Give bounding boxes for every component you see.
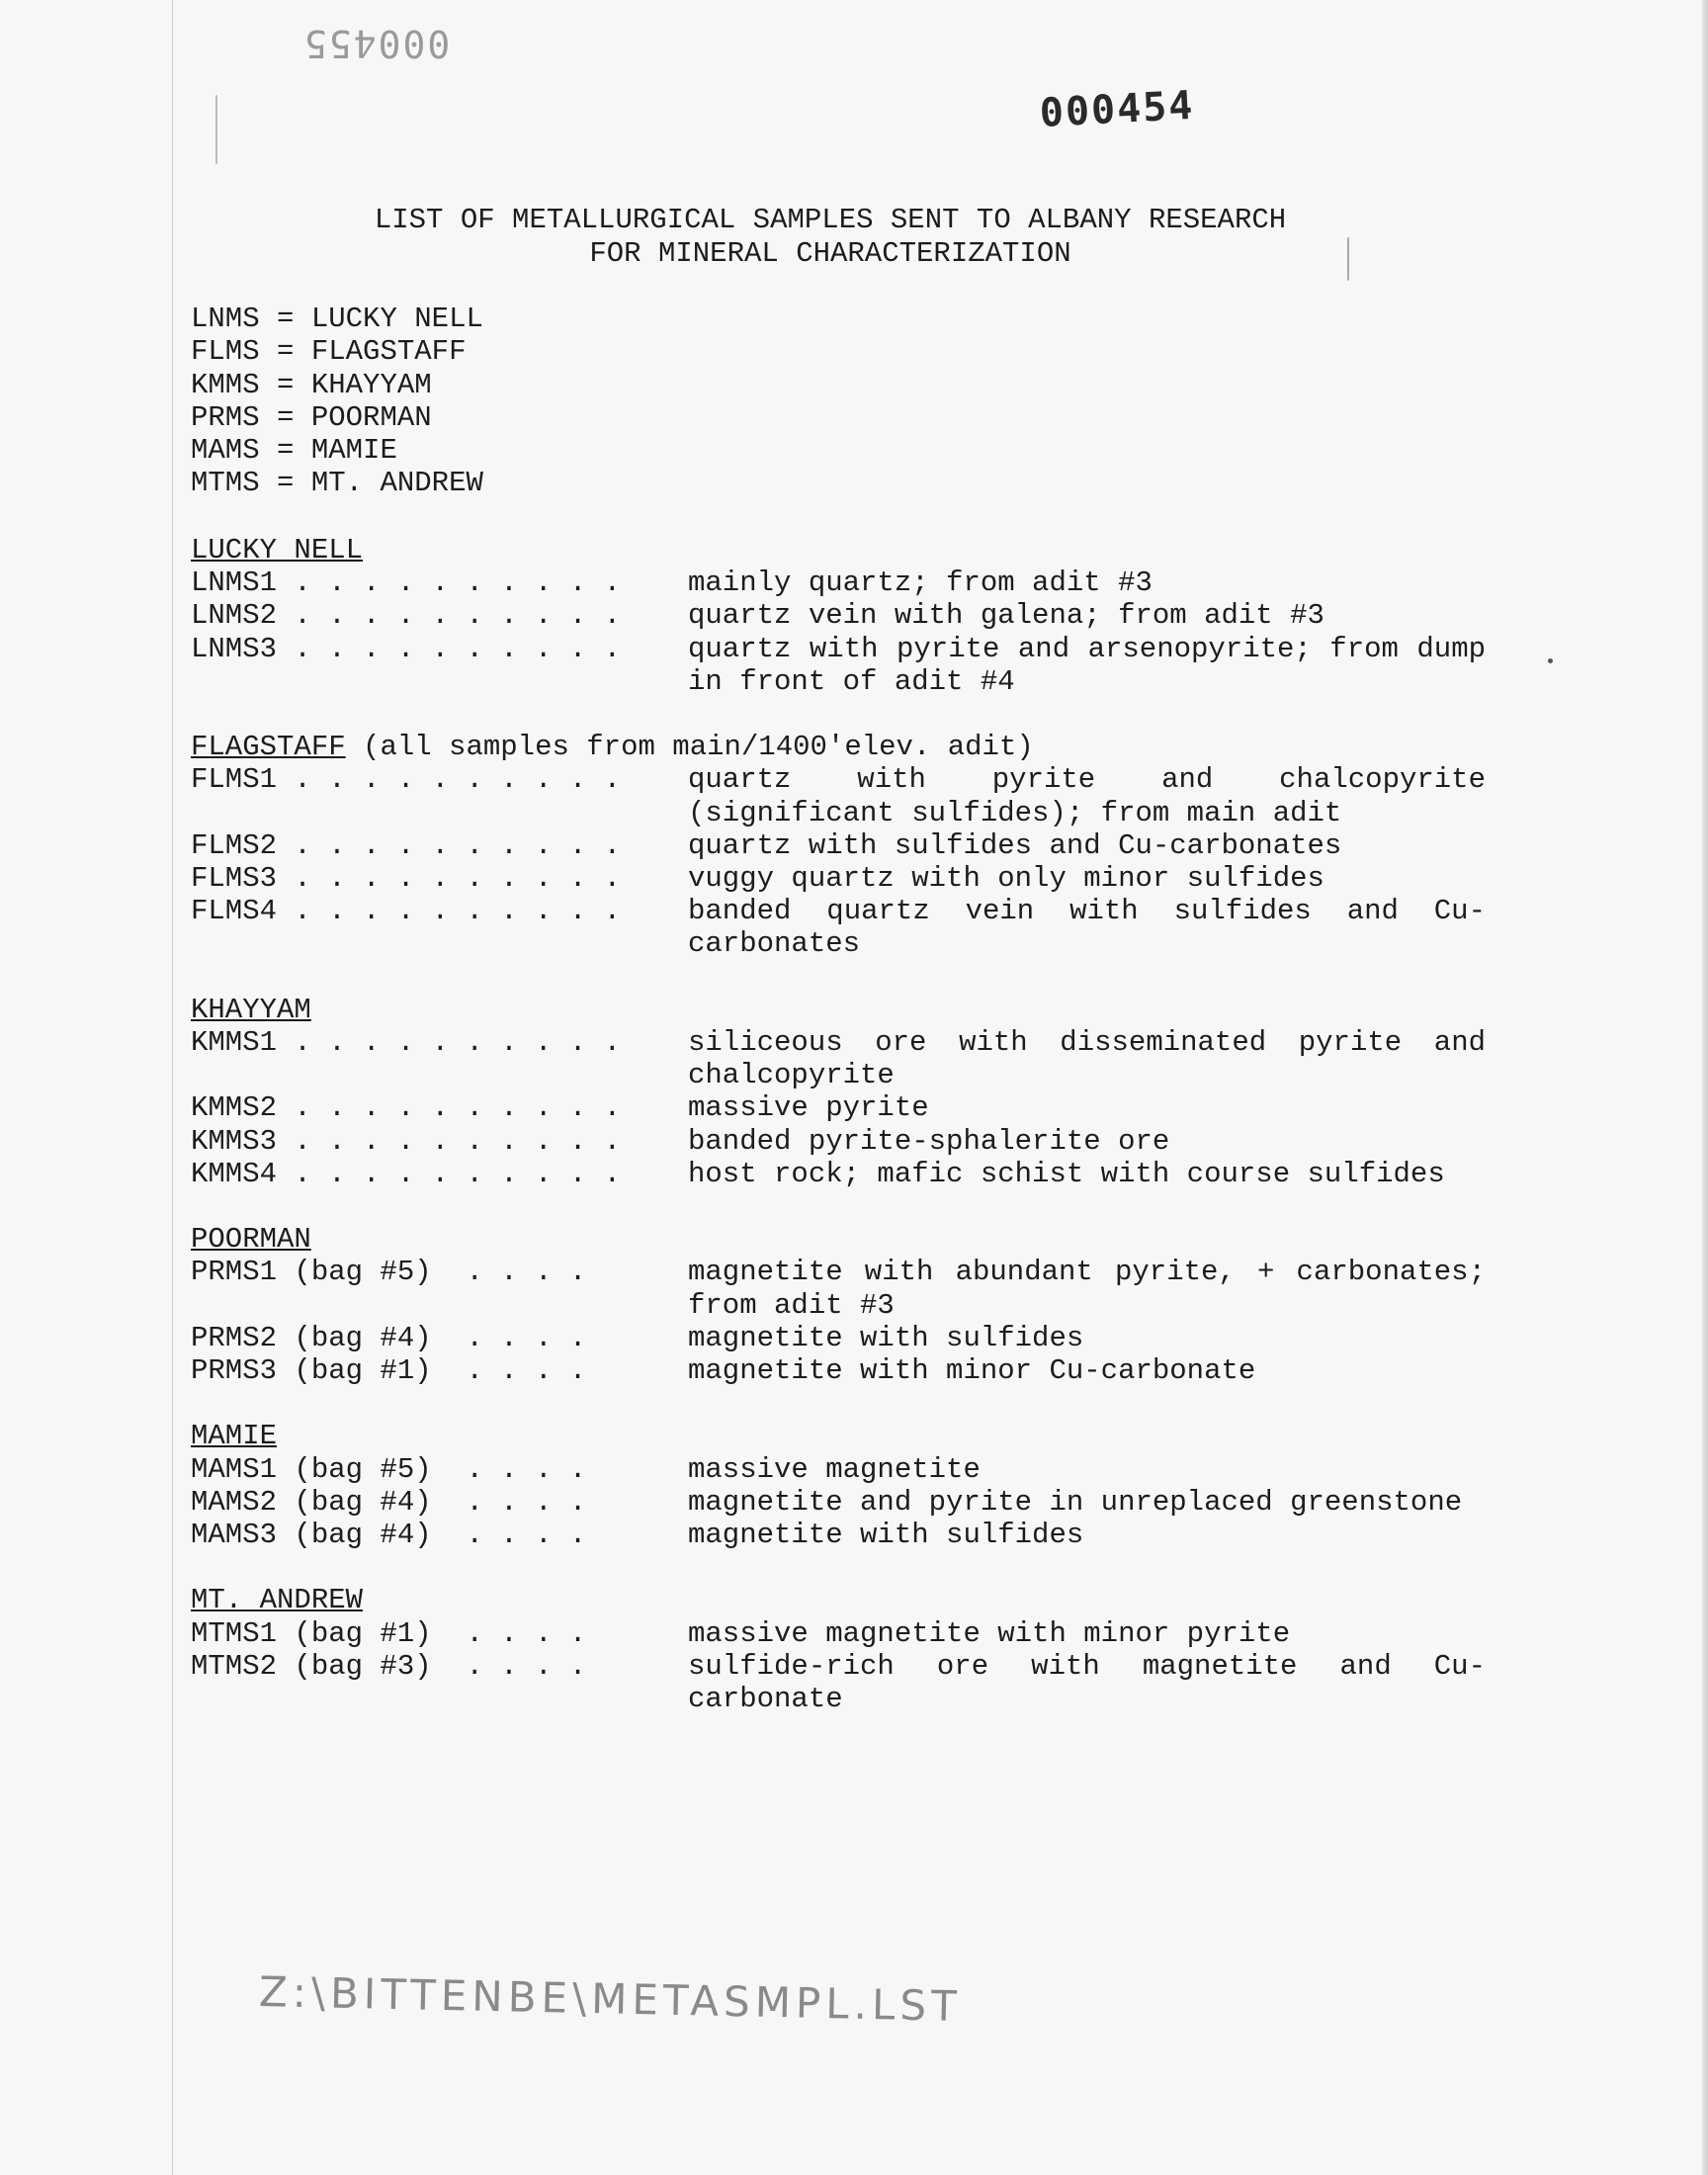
sample-id-cell	[191, 1617, 688, 1650]
dot-leader: . . . . . . . . . .	[294, 632, 622, 665]
sample-id-cell	[191, 1519, 688, 1551]
dot-leader: . . . . . . . . . .	[294, 1157, 622, 1190]
sample-code: FLMS3	[191, 862, 278, 896]
sample-code: FLMS1	[191, 763, 278, 797]
sample-row	[191, 829, 1486, 862]
sample-id-cell	[191, 1091, 688, 1124]
dot-leader: . . . . . . . . . .	[294, 1026, 622, 1060]
section-name: KHAYYAM	[191, 993, 311, 1026]
sample-row	[191, 895, 1486, 960]
abbreviation-row: MAMS = MAMIE	[191, 434, 397, 468]
abbreviation-name: POORMAN	[310, 400, 432, 434]
mine-section	[191, 731, 1486, 960]
dot-leader: . . . .	[466, 1485, 587, 1519]
sample-row	[191, 1486, 1486, 1519]
sample-row	[191, 599, 1486, 632]
sample-code: FLMS4	[191, 895, 278, 928]
sample-description: massive magnetite with minor pyrite	[688, 1616, 1291, 1650]
sample-row	[191, 1519, 1486, 1551]
sample-description: quartz vein with galena; from adit #3	[688, 599, 1324, 633]
dot-leader: . . . .	[466, 1354, 587, 1388]
sample-description: massive magnetite	[688, 1452, 981, 1486]
sample-bag: (bag #4)	[294, 1321, 432, 1354]
abbreviation-row: FLMS = FLAGSTAFF	[191, 335, 467, 369]
sample-id-cell	[191, 633, 688, 665]
sample-description: banded quartz vein with sulfides and Cu-carbonates	[688, 895, 1486, 961]
sample-description: magnetite with sulfides	[688, 1519, 1084, 1552]
sample-row	[191, 763, 1486, 828]
sample-row	[191, 1354, 1486, 1387]
sample-code: KMMS2	[191, 1091, 278, 1125]
mine-section	[191, 1420, 1486, 1551]
sample-id-cell	[191, 1650, 688, 1683]
sample-id-cell	[191, 1256, 688, 1288]
dot-leader: . . . . . . . . . .	[294, 862, 622, 896]
abbreviation-row: KMMS = KHAYYAM	[191, 368, 432, 401]
dot-leader: . . . .	[466, 1616, 587, 1650]
dot-leader: . . . . . . . . . .	[294, 763, 622, 797]
sample-id-cell	[191, 1354, 688, 1387]
abbreviation-name: MAMIE	[310, 434, 397, 468]
section-note: (all samples from main/1400'elev. adit)	[363, 731, 1034, 764]
sample-code: KMMS4	[191, 1157, 278, 1190]
section-name: POORMAN	[191, 1223, 311, 1257]
title-line-1: LIST OF METALLURGICAL SAMPLES SENT TO ALBANY RESEARCH	[374, 204, 1287, 236]
sample-description: magnetite and pyrite in unreplaced greenstone	[688, 1485, 1463, 1519]
sample-id-cell	[191, 1453, 688, 1486]
sample-description: magnetite with sulfides	[688, 1321, 1084, 1354]
document-title	[178, 204, 1483, 271]
dot-leader: . . . .	[466, 1452, 587, 1486]
sample-row	[191, 862, 1486, 895]
sample-bag: (bag #5)	[294, 1256, 432, 1289]
sample-row	[191, 1453, 1486, 1486]
page-right-edge	[1702, 0, 1708, 2175]
section-heading	[191, 994, 1486, 1026]
abbreviation-code: MAMS	[191, 434, 260, 468]
title-line-2: FOR MINERAL CHARACTERIZATION	[589, 237, 1071, 270]
abbreviation-code: MTMS	[191, 467, 260, 500]
sample-code: LNMS3	[191, 632, 278, 665]
sample-description: magnetite with minor Cu-carbonate	[688, 1354, 1256, 1388]
sample-bag: (bag #4)	[294, 1519, 432, 1552]
sample-row	[191, 1617, 1486, 1650]
sample-row	[191, 1125, 1486, 1158]
abbreviation-row: LNMS = LUCKY NELL	[191, 303, 483, 335]
sample-code: KMMS3	[191, 1124, 278, 1158]
dot-leader: . . . . . . . . . .	[294, 1124, 622, 1158]
abbreviation-row: PRMS = POORMAN	[191, 400, 432, 434]
sample-id-cell	[191, 1486, 688, 1519]
page-fold-line	[172, 0, 173, 2175]
sample-id-cell	[191, 829, 688, 862]
dot-leader: . . . .	[466, 1649, 587, 1683]
sample-code: MAMS2	[191, 1485, 278, 1519]
scan-speck	[1347, 237, 1349, 281]
sample-code: LNMS1	[191, 566, 278, 600]
abbreviation-code: LNMS	[191, 303, 260, 335]
section-heading	[191, 1420, 1486, 1452]
section-name: MT. ANDREW	[191, 1584, 364, 1617]
section-heading	[191, 731, 1486, 763]
abbreviation-name: LUCKY NELL	[310, 303, 483, 335]
abbreviation-name: MT. ANDREW	[310, 467, 483, 500]
section-name: MAMIE	[191, 1420, 278, 1453]
sample-description: vuggy quartz with only minor sulfides	[688, 862, 1324, 896]
sample-id-cell	[191, 895, 688, 927]
abbreviation-row: MTMS = MT. ANDREW	[191, 467, 483, 500]
sample-description: host rock; mafic schist with course sulfides	[688, 1157, 1445, 1190]
sample-sections	[191, 534, 1486, 1748]
sample-description: sulfide-rich ore with magnetite and Cu-carbonate	[688, 1649, 1486, 1716]
sample-description: quartz with pyrite and chalcopyrite (significant sulfides); from main adit	[688, 763, 1486, 829]
sample-row	[191, 1091, 1486, 1124]
sample-code: MAMS3	[191, 1519, 278, 1552]
mine-section	[191, 534, 1486, 698]
sample-description: mainly quartz; from adit #3	[688, 566, 1153, 600]
section-heading	[191, 1584, 1486, 1616]
section-heading	[191, 534, 1486, 566]
sample-description: quartz with sulfides and Cu-carbonates	[688, 828, 1342, 862]
sample-row	[191, 1650, 1486, 1715]
abbreviation-code: KMMS	[191, 368, 260, 401]
sample-row	[191, 1322, 1486, 1354]
sample-id-cell	[191, 763, 688, 796]
dot-leader: . . . .	[466, 1519, 587, 1552]
section-heading	[191, 1223, 1486, 1256]
abbreviation-code: FLMS	[191, 335, 260, 369]
sample-id-cell	[191, 599, 688, 632]
mine-section	[191, 994, 1486, 1190]
sample-code: LNMS2	[191, 599, 278, 633]
dot-leader: . . . .	[466, 1256, 587, 1289]
scan-speck	[215, 95, 217, 164]
sample-bag: (bag #3)	[294, 1649, 432, 1683]
sample-bag: (bag #1)	[294, 1616, 432, 1650]
sample-code: FLMS2	[191, 828, 278, 862]
sample-description: banded pyrite-sphalerite ore	[688, 1124, 1170, 1158]
mine-section	[191, 1223, 1486, 1387]
sample-id-cell	[191, 1026, 688, 1059]
dot-leader: . . . .	[466, 1321, 587, 1354]
sample-id-cell	[191, 566, 688, 599]
sample-code: PRMS2	[191, 1321, 278, 1354]
dot-leader: . . . . . . . . . .	[294, 828, 622, 862]
sample-description: massive pyrite	[688, 1091, 929, 1125]
sample-bag: (bag #1)	[294, 1354, 432, 1388]
old-page-stamp: 000455	[302, 22, 451, 65]
sample-code: MTMS1	[191, 1616, 278, 1650]
sample-description: magnetite with abundant pyrite, + carbonates; from adit #3	[688, 1256, 1486, 1322]
sample-row	[191, 1256, 1486, 1321]
abbreviation-name: KHAYYAM	[310, 368, 432, 401]
sample-row	[191, 566, 1486, 599]
sample-code: PRMS3	[191, 1354, 278, 1388]
sample-description: quartz with pyrite and arsenopyrite; from dump in front of adit #4	[688, 632, 1486, 698]
mine-section	[191, 1584, 1486, 1715]
sample-code: MTMS2	[191, 1649, 278, 1683]
abbreviation-name: FLAGSTAFF	[310, 335, 467, 369]
sample-id-cell	[191, 1158, 688, 1190]
sample-id-cell	[191, 1322, 688, 1354]
sample-code: PRMS1	[191, 1256, 278, 1289]
sample-code: MAMS1	[191, 1452, 278, 1486]
sample-row	[191, 1158, 1486, 1190]
sample-code: KMMS1	[191, 1026, 278, 1060]
abbreviation-code: PRMS	[191, 400, 260, 434]
abbreviation-legend	[191, 303, 483, 500]
sample-bag: (bag #4)	[294, 1485, 432, 1519]
section-name: LUCKY NELL	[191, 534, 364, 566]
sample-id-cell	[191, 862, 688, 895]
dot-leader: . . . . . . . . . .	[294, 1091, 622, 1125]
sample-row	[191, 633, 1486, 698]
handwritten-file-path: Z:\BITTENBE\METASMPL.LST	[258, 1967, 963, 2031]
bates-number-stamp: 000454	[1038, 82, 1196, 136]
sample-row	[191, 1026, 1486, 1091]
sample-bag: (bag #5)	[294, 1452, 432, 1486]
sample-id-cell	[191, 1125, 688, 1158]
sample-description: siliceous ore with disseminated pyrite and chalcopyrite	[688, 1026, 1486, 1092]
section-name: FLAGSTAFF	[191, 731, 346, 764]
dot-leader: . . . . . . . . . .	[294, 566, 622, 600]
dot-leader: . . . . . . . . . .	[294, 599, 622, 633]
dot-leader: . . . . . . . . . .	[294, 895, 622, 928]
scan-speck	[1548, 658, 1553, 663]
